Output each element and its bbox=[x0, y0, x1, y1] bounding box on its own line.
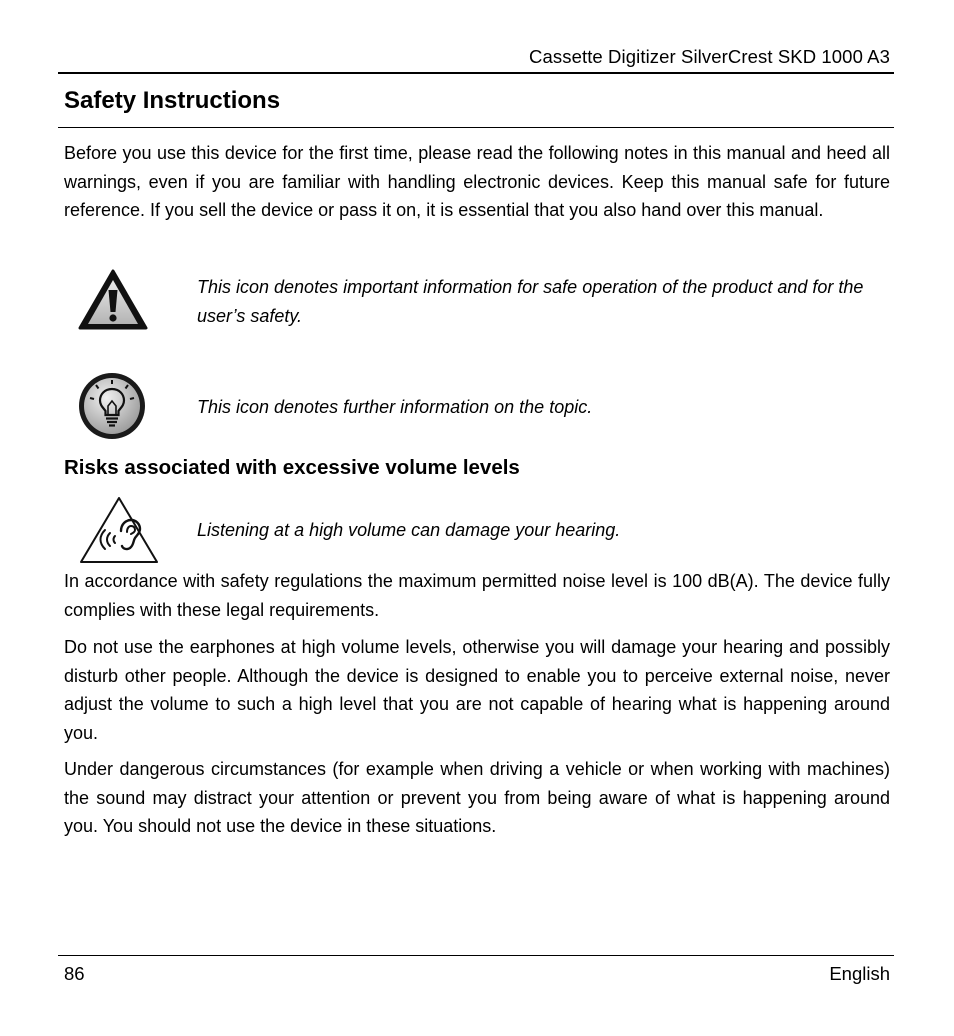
footer-rule bbox=[58, 955, 894, 956]
body-paragraph-2: Do not use the earphones at high volume levels, otherwise you will damage your hearing and possibly disturb other people. Although the device is designed to enable you to perceive external noise, never adjust the volume to such a high level that you are not capable of hearing what is happening around you. bbox=[64, 637, 890, 743]
document-title: Cassette Digitizer SilverCrest SKD 1000 A3 bbox=[529, 46, 890, 67]
section-rule bbox=[58, 127, 894, 128]
warning-triangle-icon bbox=[77, 268, 149, 337]
hearing-warning-icon bbox=[78, 495, 160, 570]
body-paragraph-3: Under dangerous circumstances (for example when driving a vehicle or when working with machines) the sound may distract your attention or prevent you from being aware of what is happening around you. You should not use the device in these situations. bbox=[64, 759, 890, 836]
body-paragraph-1: In accordance with safety regulations the maximum permitted noise level is 100 dB(A). The device fully complies with these legal requirements. bbox=[64, 571, 890, 620]
header-rule bbox=[58, 72, 894, 74]
warning-note: This icon denotes important information for safe operation of the product and for the user’s safety. bbox=[197, 277, 864, 326]
page-number: 86 bbox=[64, 963, 85, 984]
hearing-note: Listening at a high volume can damage your hearing. bbox=[197, 520, 621, 540]
lightbulb-icon bbox=[76, 370, 148, 447]
section-title: Safety Instructions bbox=[64, 87, 281, 114]
subsection-title: Risks associated with excessive volume levels bbox=[64, 456, 520, 479]
footer-language: English bbox=[829, 963, 890, 984]
info-note: This icon denotes further information on the topic. bbox=[197, 397, 593, 417]
intro-paragraph: Before you use this device for the first time, please read the following notes in this manual and heed all warnings, even if you are familiar with handling electronic devices. Keep this manual safe for future reference. If you sell the device or pass it on, it is essential that you also hand over this manual. bbox=[64, 143, 890, 220]
